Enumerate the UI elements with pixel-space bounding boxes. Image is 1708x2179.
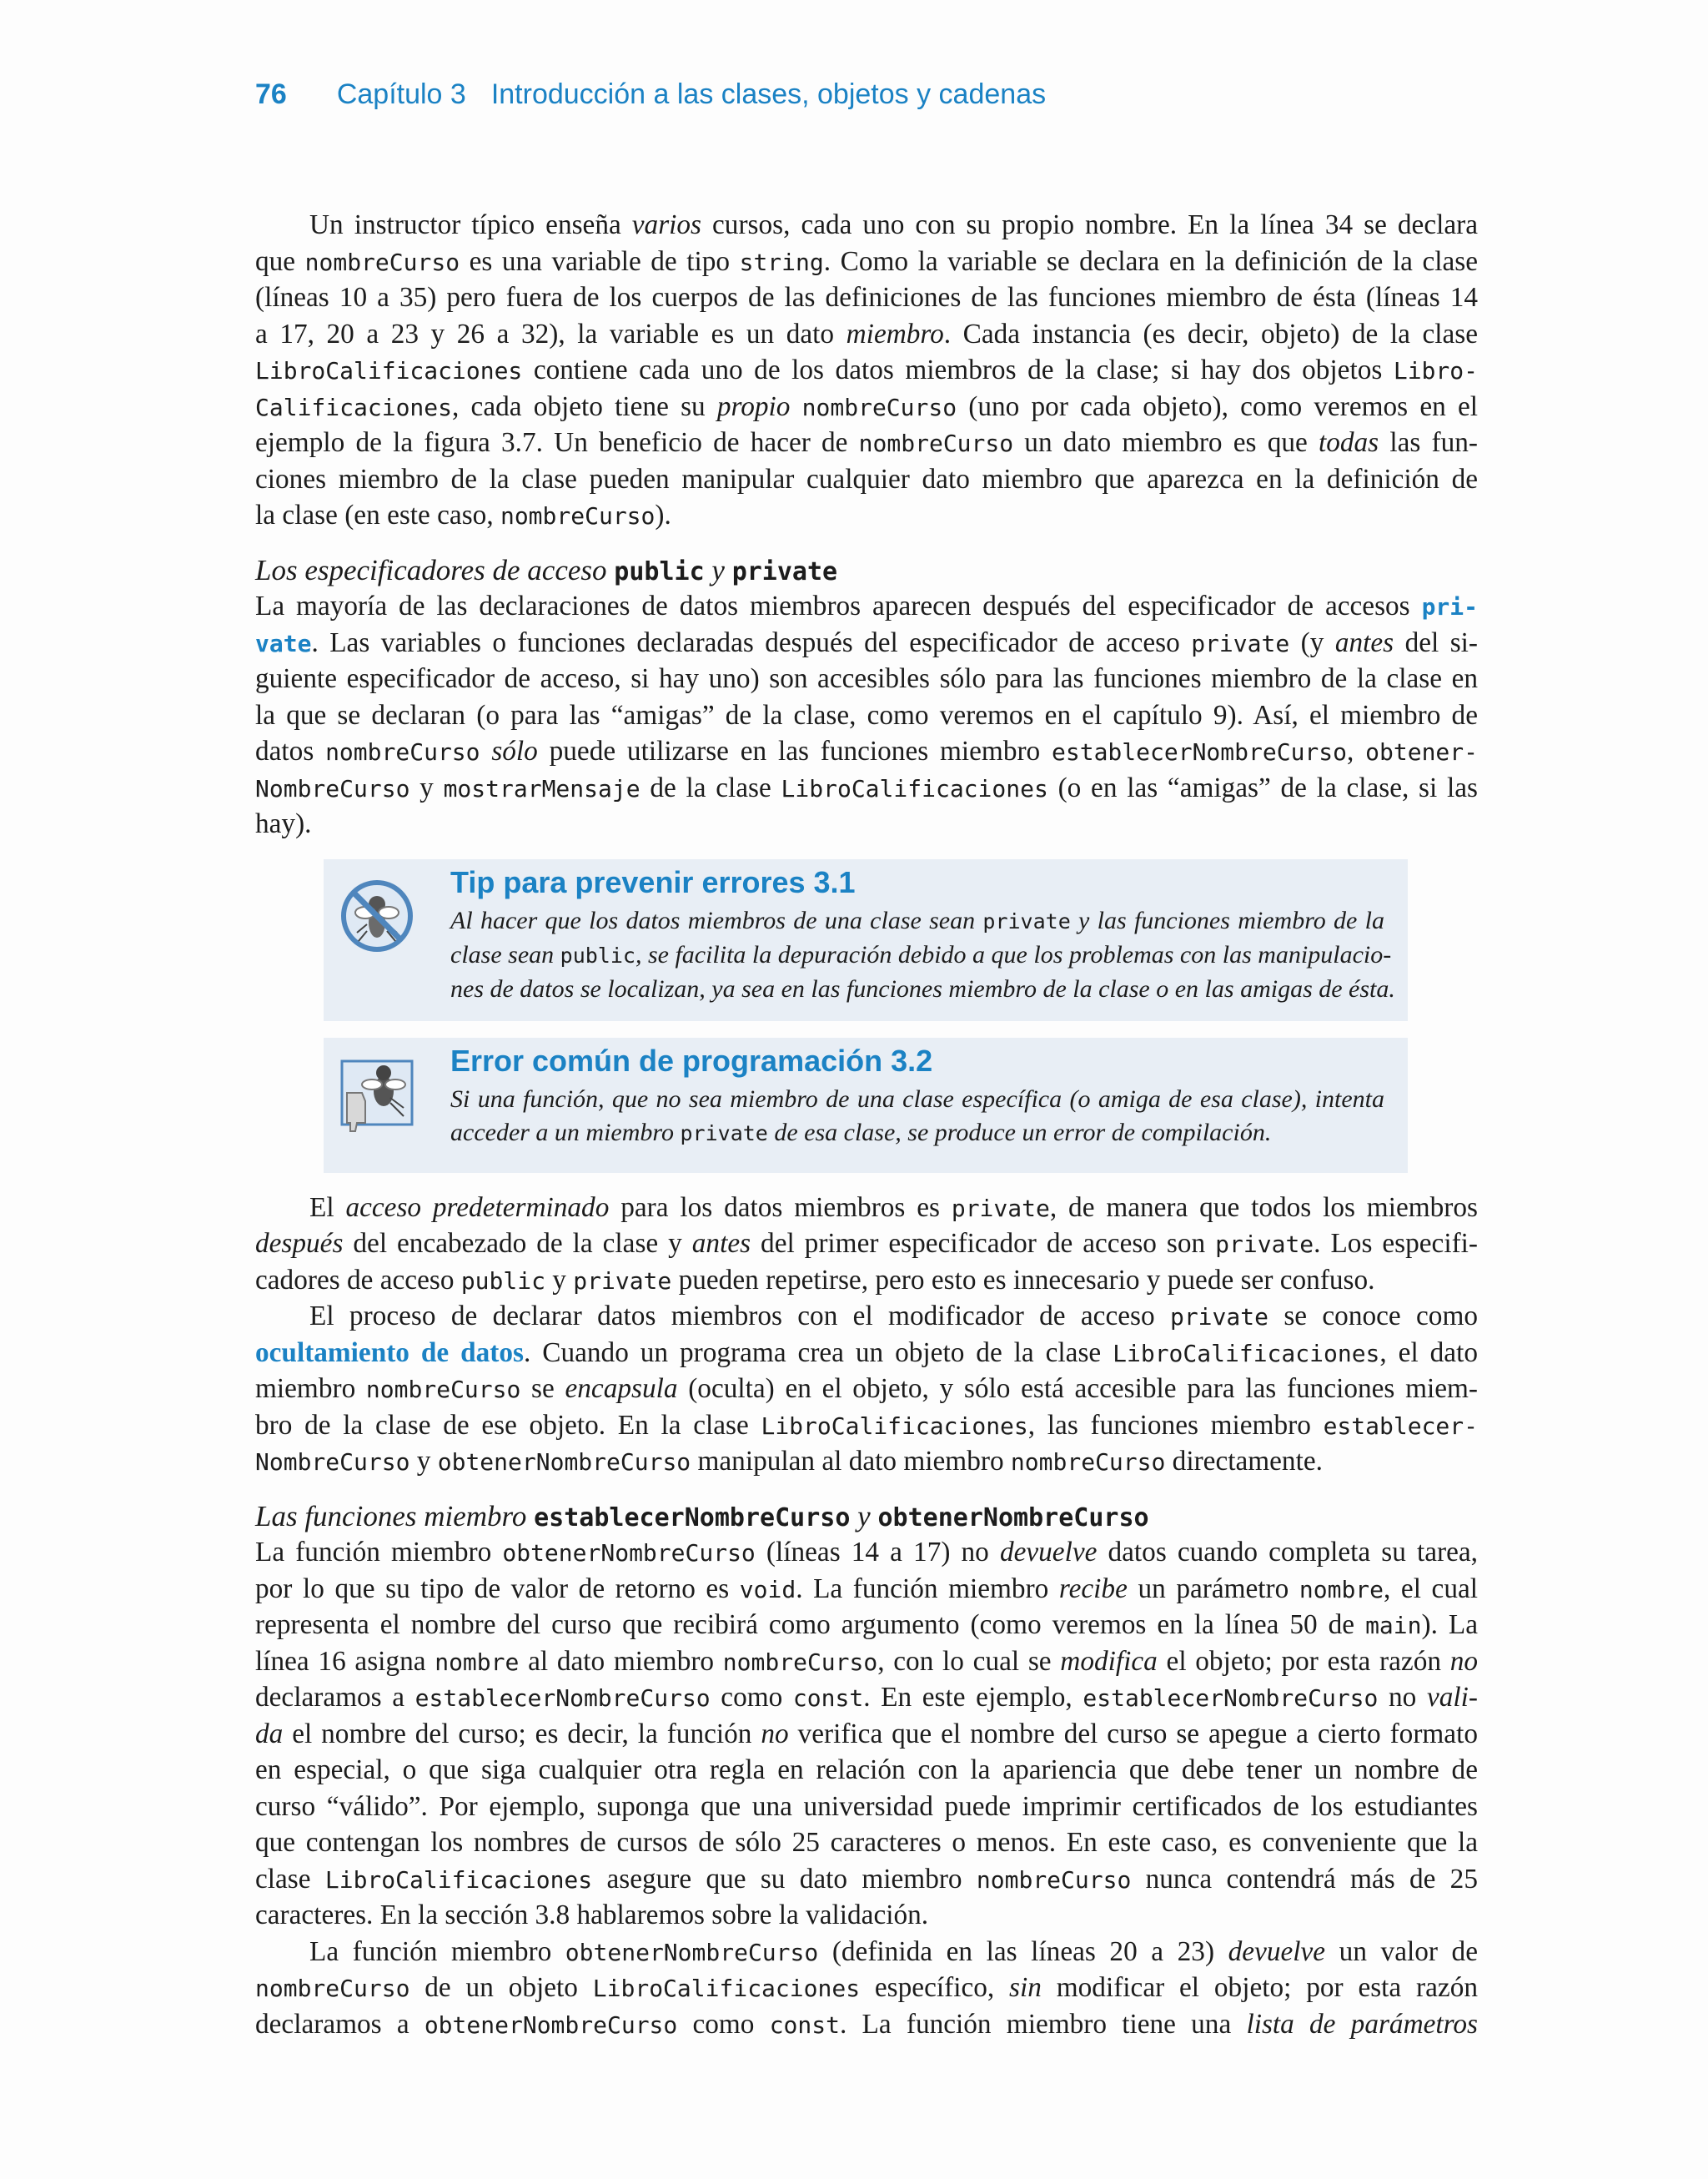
text-line: ciones miembro de la clase pueden manipular cualquier dato miembro que aparezca en la definición de [255, 463, 1478, 495]
text-line: Al hacer que los datos miembros de una clase sean private y las funciones miembro de la [450, 906, 1384, 934]
paragraph [255, 1934, 1478, 2043]
text-line: Si una función, que no sea miembro de una clase específica (o amiga de esa clase), intenta [450, 1084, 1384, 1113]
tip-text [450, 904, 1395, 1006]
text-line: que nombreCurso es una variable de tipo string. Como la variable se declara en la definición de la clase [255, 245, 1478, 277]
text-line: La función miembro obtenerNombreCurso (líneas 14 a 17) no devuelve datos cuando completa su tarea, [255, 1537, 1478, 1568]
paragraph [255, 1190, 1478, 1299]
text-line: hay). [255, 808, 312, 839]
text-line: Un instructor típico enseña varios cursos, cada uno con su propio nombre. En la línea 34 se declara [309, 209, 1478, 240]
section-heading: Los especificadores de acceso public y private [255, 553, 838, 586]
text-line: curso “válido”. Por ejemplo, suponga que una universidad puede imprimir certificados de los estudiantes [255, 1790, 1478, 1822]
text-line: miembro nombreCurso se encapsula (oculta) en el objeto, y sólo está accesible para las funciones miem- [255, 1373, 1479, 1404]
tip-title: Tip para prevenir errores 3.1 [450, 864, 856, 899]
text-line: El proceso de declarar datos miembros con el modificador de acceso private se conoce como [309, 1301, 1479, 1331]
text-line: vate. Las variables o funciones declaradas después del especificador de acceso private (y antes del si- [255, 627, 1479, 658]
text-line: LibroCalificaciones contiene cada uno de los datos miembros de la clase; si hay dos objetos Libro- [255, 355, 1478, 385]
text-line: La mayoría de las declaraciones de datos miembros aparecen después del especificador de accesos pri- [255, 591, 1478, 621]
text-line: NombreCurso y mostrarMensaje de la clase LibroCalificaciones (o en las “amigas” de la clase, si las [255, 772, 1478, 803]
chapter-title: Introducción a las clases, objetos y cadenas [490, 78, 1047, 110]
text-line: a 17, 20 a 23 y 26 a 32), la variable es un dato miembro. Cada instancia (es decir, objeto) de la clase [255, 318, 1479, 350]
error-title: Error común de programación 3.2 [450, 1043, 933, 1078]
text-line: guiente especificador de acceso, si hay uno) son accesibles sólo para las funciones miembro de la clase en [255, 663, 1478, 694]
paragraph [255, 1298, 1478, 1480]
page-number: 76 [255, 78, 287, 110]
tip-box [324, 859, 1408, 1021]
text-line: Calificaciones, cada objeto tiene su propio nombreCurso (uno por cada objeto), como veremos en el [255, 390, 1478, 422]
paragraph [255, 588, 1478, 843]
text-line: El acceso predeterminado para los datos miembros es private, de manera que todos los miembros [309, 1191, 1478, 1223]
running-header [255, 78, 1046, 111]
text-line: da el nombre del curso; es decir, la función no verifica que el nombre del curso se apegue a cierto formato [255, 1718, 1478, 1749]
text-line: La función miembro obtenerNombreCurso (definida en las líneas 20 a 23) devuelve un valor de [309, 1935, 1478, 1967]
text-line: la clase (en este caso, nombreCurso). [255, 500, 671, 531]
page-body [255, 207, 1478, 2042]
text-line: clase sean public, se facilita la depuración debido a que los problemas con las manipulacio- [450, 940, 1392, 969]
text-line: por lo que su tipo de valor de retorno es void. La función miembro recibe un parámetro nombre, el cual [255, 1573, 1479, 1604]
error-text [450, 1083, 1384, 1150]
text-line: clase LibroCalificaciones asegure que su dato miembro nombreCurso nunca contendrá más de 25 [255, 1863, 1478, 1895]
text-line: después del encabezado de la clase y antes del primer especificador de acceso son private. Los especifi- [255, 1228, 1478, 1259]
text-line: declaramos a establecerNombreCurso como const. En este ejemplo, establecerNombreCurso no vali- [255, 1682, 1478, 1713]
section-heading: Las funciones miembro establecerNombreCurso y obtenerNombreCurso [255, 1499, 1149, 1532]
text-line: datos nombreCurso sólo puede utilizarse en las funciones miembro establecerNombreCurso, obtener- [255, 736, 1478, 767]
text-line: la que se declaran (o para las “amigas” de la clase, como veremos en el capítulo 9). Así, el miembro de [255, 699, 1478, 731]
text-line: línea 16 asigna nombre al dato miembro nombreCurso, con lo cual se modifica el objeto; por esta razón no [255, 1645, 1478, 1677]
chapter-label: Capítulo 3 [336, 78, 466, 110]
text-line: declaramos a obtenerNombreCurso como const. La función miembro tiene una lista de parámetros [255, 2008, 1478, 2040]
bug-prevention-icon [337, 874, 417, 958]
text-line: acceder a un miembro private de esa clase, se produce un error de compilación. [450, 1118, 1272, 1146]
text-line: nes de datos se localizan, ya sea en las funciones miembro de la clase o en las amigas de ésta. [450, 974, 1395, 1003]
text-line: caracteres. En la sección 3.8 hablaremos sobre la validación. [255, 1900, 929, 1930]
error-box [324, 1038, 1408, 1173]
text-line: cadores de acceso public y private pueden repetirse, pero esto es innecesario y puede ser confuso. [255, 1264, 1375, 1296]
text-line: NombreCurso y obtenerNombreCurso manipulan al dato miembro nombreCurso directamente. [255, 1446, 1323, 1477]
bug-thumbs-down-icon [337, 1053, 417, 1136]
text-line: que contengan los nombres de cursos de sólo 25 caracteres o menos. En este caso, es conveniente que la [255, 1827, 1478, 1858]
paragraph [255, 207, 1478, 534]
text-line: en especial, o que siga cualquier otra regla en relación con la apariencia que debe tener un nombre de [255, 1754, 1478, 1785]
text-line: bro de la clase de ese objeto. En la clase LibroCalificaciones, las funciones miembro establecer- [255, 1409, 1478, 1441]
paragraph [255, 1534, 1478, 1934]
text-line: nombreCurso de un objeto LibroCalificaciones específico, sin modificar el objeto; por esta razón [255, 1972, 1479, 2003]
text-line: ejemplo de la figura 3.7. Un beneficio de hacer de nombreCurso un dato miembro es que todas las fun- [255, 427, 1478, 458]
text-line: representa el nombre del curso que recibirá como argumento (como veremos en la línea 50 de main). La [255, 1609, 1478, 1640]
text-line: (líneas 10 a 35) pero fuera de los cuerpos de las definiciones de las funciones miembro de ésta (líneas 14 [255, 282, 1478, 313]
key-term: ocultamiento de datos [255, 1336, 524, 1368]
text-line: ocultamiento de datos. Cuando un programa crea un objeto de la clase LibroCalificaciones, el dato [255, 1336, 1478, 1368]
